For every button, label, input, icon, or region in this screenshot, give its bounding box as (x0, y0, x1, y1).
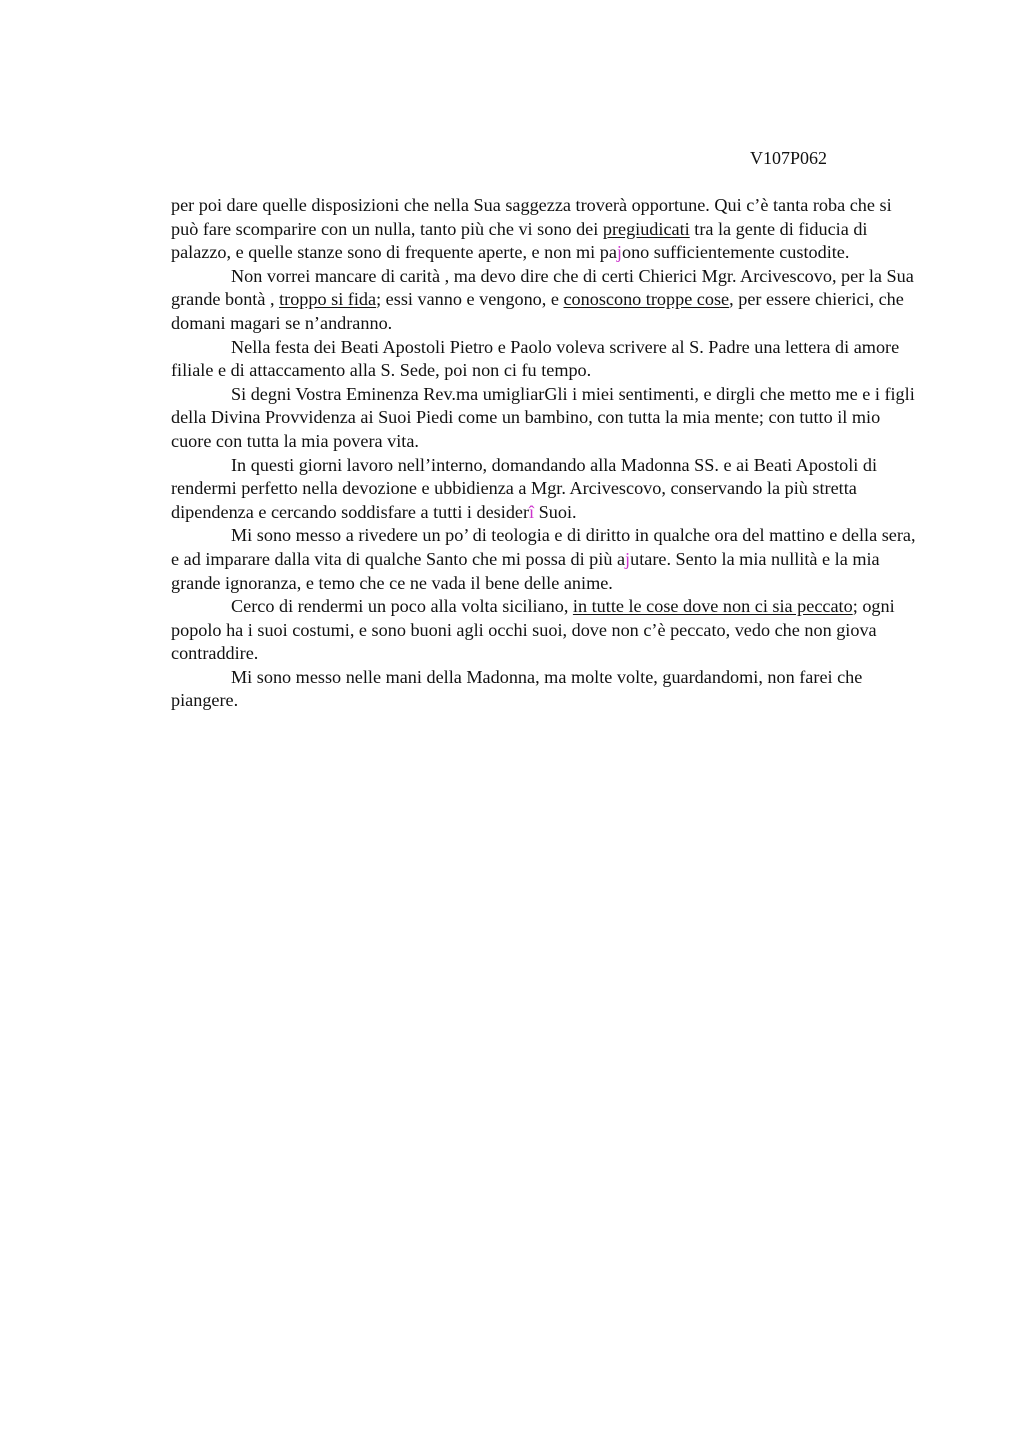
highlighted-letter: j (616, 242, 622, 263)
paragraph (171, 194, 923, 265)
text-run: In questi giorni lavoro nell’interno, domandando alla Madonna SS. e ai Beati Apostoli di rendermi perfetto nella devozione e ubbidienza a Mgr. Arcivescovo, conservando la più stretta dipendenza e cercando soddisfare a tutti i desider (171, 454, 878, 522)
text-run: Non vorrei mancare di carità , ma devo dire che di certi Chierici Mgr. Arcivescovo, per la Sua grande bontà , (171, 265, 914, 310)
highlighted-letter: j (625, 548, 631, 569)
text-run: Suoi. (534, 501, 577, 522)
page-reference: V107P062 (750, 148, 828, 168)
text-run: , per essere chierici, che domani magari se n’andranno. (171, 289, 904, 333)
paragraph (171, 383, 923, 454)
text-run: Nella festa dei Beati Apostoli Pietro e Paolo voleva scrivere al S. Padre una lettera di amore filiale e di attaccamento alla S. Sede, poi non ci fu tempo. (171, 336, 900, 381)
text-run: ; ogni popolo ha i suoi costumi, e sono buoni agli occhi suoi, dove non c’è peccato, vedo che non giova contraddire. (171, 596, 895, 664)
letter-body (171, 194, 923, 713)
underlined-text: in tutte le cose dove non ci sia peccato (572, 596, 853, 617)
text-run: utare. Sento la mia nullità e la mia grande ignoranza, e temo che ce ne vada il bene delle anime. (171, 548, 880, 593)
paragraph (171, 666, 923, 713)
paragraph (171, 336, 923, 383)
text-run: ono sufficientemente custodite. (621, 242, 850, 263)
text-run: Mi sono messo nelle mani della Madonna, ma molte volte, guardandomi, non farei che piangere. (171, 666, 863, 711)
paragraph (171, 524, 923, 595)
text-run: Cerco di rendermi un poco alla volta siciliano, (231, 596, 573, 617)
paragraph (171, 265, 923, 336)
paragraph (171, 454, 923, 525)
paragraph (171, 595, 923, 666)
text-run: tra la gente di fiducia di palazzo, e quelle stanze sono di frequente aperte, e non mi pa (171, 218, 868, 263)
underlined-text: conoscono troppe cose (563, 289, 730, 310)
underlined-text: troppo si fida (279, 289, 377, 310)
text-run: ; essi vanno e vengono, e (376, 289, 564, 310)
text-run: Si degni Vostra Eminenza Rev.ma umigliarGli i miei sentimenti, e dirgli che metto me e i figli della Divina Provvidenza ai Suoi Piedi come un bambino, con tutta la mia mente; con tutto il mio cuore con tutta la mia povera vita. (171, 383, 915, 451)
underlined-text: pregiudicati (602, 218, 690, 239)
text-run: per poi dare quelle disposizioni che nella Sua saggezza troverà opportune. Qui c’è tanta roba che si può fare scomparire con un nulla, tanto più che vi sono dei (171, 195, 892, 239)
text-run: Mi sono messo a rivedere un po’ di teologia e di diritto in qualche ora del mattino e della sera, e ad imparare dalla vita di qualche Santo che mi possa di più a (171, 525, 916, 569)
highlighted-letter: î (529, 501, 535, 522)
